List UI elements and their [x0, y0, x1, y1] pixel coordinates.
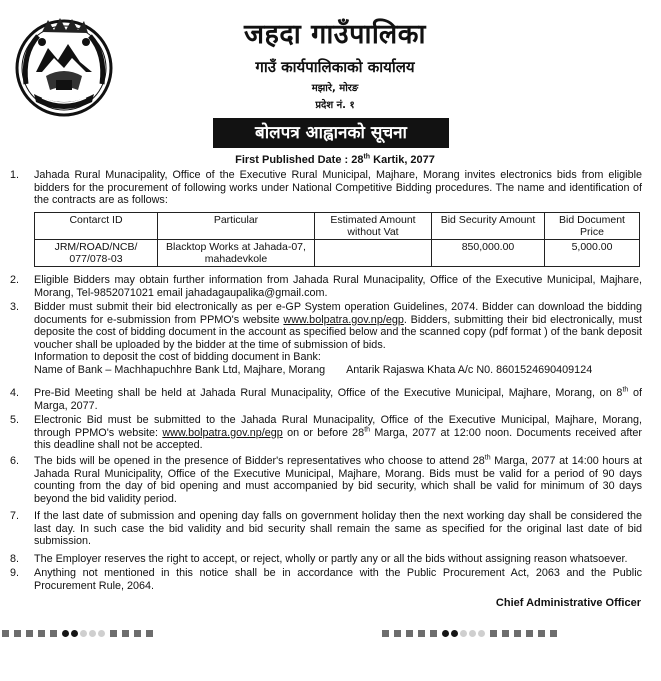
decorative-dot [71, 630, 78, 637]
decorative-dot [80, 630, 87, 637]
clause-2: 2. Eligible Bidders may obtain further information from Jahada Rural Munacipality, Office of the Executive Municipal, Majhare, Morang, Tel-9852071021 email jahadagaupalika@gmail.com. [10, 274, 642, 299]
ppmo-link[interactable]: www.bolpatra.gov.np/egp [283, 313, 404, 326]
table-header: Contarct ID [35, 213, 158, 240]
table-cell: Blacktop Works at Jahada-07, mahadevkole [158, 240, 315, 267]
decorative-dot [406, 630, 413, 637]
office-location: मझारे, मोरङ [311, 83, 359, 94]
decorative-dot [134, 630, 141, 637]
province-label: प्रदेश नं. १ [315, 100, 355, 111]
clause-9: 9. Anything not mentioned in this notice shall be in accordance with the Public Procurement Act, 2063 and the Public Procurement Rule, 2064. [10, 567, 642, 592]
office-title: गाउँ कार्यपालिकाको कार्यालय [255, 58, 415, 76]
decorative-dot [451, 630, 458, 637]
decorative-dot [460, 630, 467, 637]
clause-1: 1. Jahada Rural Munacipality, Office of the Executive Rural Municipal, Majhare, Morang invites electronics bids from eligible bidders for the procurement of following works under National Competitive Bidding procedures. The name and identification of the contracts are as follows: [10, 169, 642, 206]
decorative-dot [430, 630, 437, 637]
notice-banner: बोलपत्र आह्वानको सूचना [213, 118, 449, 148]
decorative-dot [526, 630, 533, 637]
decorative-dot [89, 630, 96, 637]
decorative-dot [14, 630, 21, 637]
nepal-emblem-icon [12, 14, 116, 118]
decorative-dot [442, 630, 449, 637]
contracts-table [34, 212, 640, 267]
decorative-dot [514, 630, 521, 637]
decorative-dot [418, 630, 425, 637]
decorative-dot [50, 630, 57, 637]
decorative-dot [469, 630, 476, 637]
table-cell: 5,000.00 [545, 240, 640, 267]
table-header: Bid Document Price [545, 213, 640, 240]
decorative-dot [538, 630, 545, 637]
clause-8: 8. The Employer reserves the right to accept, or reject, wholly or partly any or all the bids without assigning reason whatsoever. [10, 553, 628, 565]
decorative-dot [478, 630, 485, 637]
table-header-row [35, 213, 640, 240]
decorative-dot [26, 630, 33, 637]
table-header: Particular [158, 213, 315, 240]
ppmo-link[interactable]: www.bolpatra.gov.np/egp [162, 426, 283, 439]
decorative-dot [2, 630, 9, 637]
clause-3: 3. Bidder must submit their bid electronically as per e-GP System operation Guidelines, 2074. Bidder can download the bidding documents for e-submission from PPMO's website www.bolpatra.gov.np/egp. Bidders, submitting their bid electronically, must deposite the cost of bidding document in the account as specified below and the scanned copy (pdf format ) of the bank deposit voucher shall be uploaded by the bidder at the time of submission of bids. Information to deposit the cost of bidding document in Bank: Name of Bank – Machhapuchhre Bank Ltd, Majhare, Morang Antarik Rajaswa Khata A/c N0. 8601524690409124 [10, 301, 643, 376]
decorative-dot [394, 630, 401, 637]
decorative-dot [98, 630, 105, 637]
clause-6: 6. The bids will be opened in the presence of Bidder's representatives who choose to attend 28th Marga, 2077 at 14:00 hours at Jahada Rural Municipality, Office of the Executive Municipal, Majhare, Morang. Bids must be valid for a period of 90 days counting from the day of bid opening and must accompanied by bid security, which shall be valid for minimum of 30 days beyond the bid validity period. [10, 454, 643, 505]
table-cell [315, 240, 432, 267]
decorative-dot [502, 630, 509, 637]
table-row [35, 240, 640, 267]
table-header: Bid Security Amount [432, 213, 545, 240]
signature-title: Chief Administrative Officer [495, 597, 641, 609]
municipality-title: जहदा गाउँपालिका [244, 19, 426, 50]
decorative-dot [38, 630, 45, 637]
published-date: First Published Date : 28th Kartik, 2077 [235, 153, 435, 166]
decorative-dot [550, 630, 557, 637]
table-header: Estimated Amount without Vat [315, 213, 432, 240]
decorative-dot [382, 630, 389, 637]
clause-7: 7. If the last date of submission and opening day falls on government holiday then the next working day shall be considered the last day. In such case the bid validity and bid security shall remain the same as specified for the original last date of bid submission. [10, 510, 642, 547]
clause-4: 4. Pre-Bid Meeting shall be held at Jahada Rural Munacipality, Office of the Executive Municipal, Majhare, Morang, on 8th of Marga, 2077. [10, 386, 642, 412]
decorative-dot [110, 630, 117, 637]
decorative-dot [62, 630, 69, 637]
clause-5: 5. Electronic Bid must be submitted to the Jahada Rural Munacipality, Office of the Executive Municipal, Majhare, Morang, through PPMO's website: www.bolpatra.gov.np/egp on or before 28th Marga, 2077 at 12:00 noon. Documents received after this deadline shall not be accepted. [10, 414, 643, 451]
table-cell: 850,000.00 [432, 240, 545, 267]
decorative-dot [122, 630, 129, 637]
table-cell: JRM/ROAD/NCB/ 077/078-03 [35, 240, 158, 267]
decorative-dot [146, 630, 153, 637]
decorative-dot [490, 630, 497, 637]
